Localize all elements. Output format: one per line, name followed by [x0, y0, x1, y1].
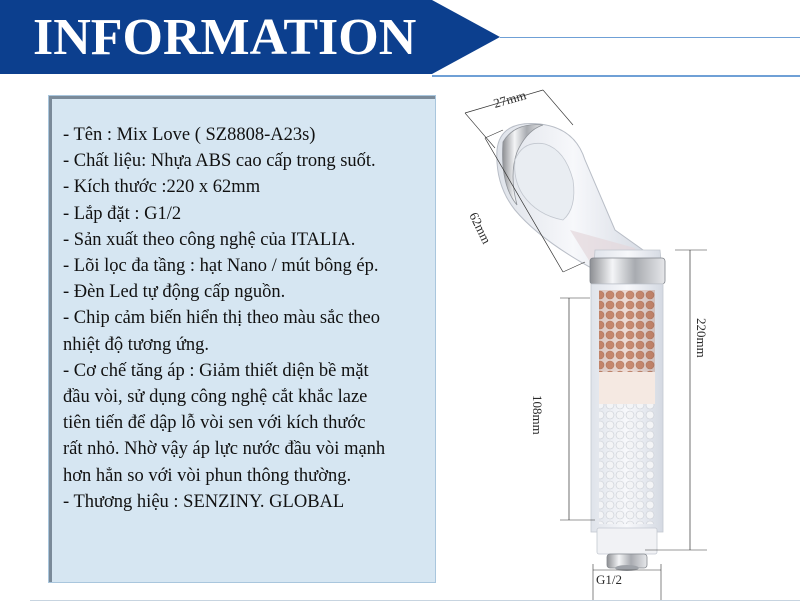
info-line: - Đèn Led tự động cấp nguồn. [63, 282, 286, 303]
info-line: - Tên : Mix Love ( SZ8808-A23s) [63, 125, 316, 145]
info-line: - Lõi lọc đa tầng : hạt Nano / mút bông ép. [63, 256, 379, 277]
info-line: - Thương hiệu : SENZINY. GLOBAL [63, 491, 345, 512]
filter-tube-icon [591, 284, 663, 571]
dim-thread-label: G1/2 [596, 572, 622, 587]
chrome-ring [590, 258, 665, 284]
dim-width-label: 27mm [491, 87, 528, 111]
info-panel [48, 95, 436, 583]
info-lines [63, 122, 435, 515]
info-line: - Chất liệu: Nhựa ABS cao cấp trong suốt. [63, 151, 376, 172]
dim-length-label: 220mm [694, 318, 709, 358]
page-title: INFORMATION [33, 9, 417, 66]
info-line: - Lắp đặt : G1/2 [63, 203, 182, 224]
bottom-divider [30, 600, 800, 601]
header-divider-top [500, 37, 800, 38]
info-line: - Cơ chế tăng áp : Giảm thiết diện bề mặt [63, 360, 369, 381]
shower-head-diagram [445, 80, 800, 608]
header-divider-bottom [432, 75, 800, 77]
dimension-filter [530, 298, 595, 520]
info-line: - Kích thước :220 x 62mm [63, 177, 261, 198]
dim-filter-label: 108mm [530, 395, 545, 435]
info-line: rất nhỏ. Nhờ vậy áp lực nước đầu vòi mạnh [63, 439, 386, 460]
info-line: - Sản xuất theo công nghệ của ITALIA. [63, 229, 356, 250]
info-line: đầu vòi, sử dụng công nghệ cắt khắc laze [63, 387, 368, 408]
info-line: tiên tiến để dập lỗ vòi sen với kích thước [63, 413, 366, 434]
info-line: nhiệt độ tương ứng. [63, 334, 209, 355]
info-line: hơn hẳn so với vòi phun thông thường. [63, 465, 352, 486]
dim-head-label: 62mm [466, 209, 495, 247]
info-line: - Chip cảm biến hiển thị theo màu sắc theo [63, 308, 380, 329]
